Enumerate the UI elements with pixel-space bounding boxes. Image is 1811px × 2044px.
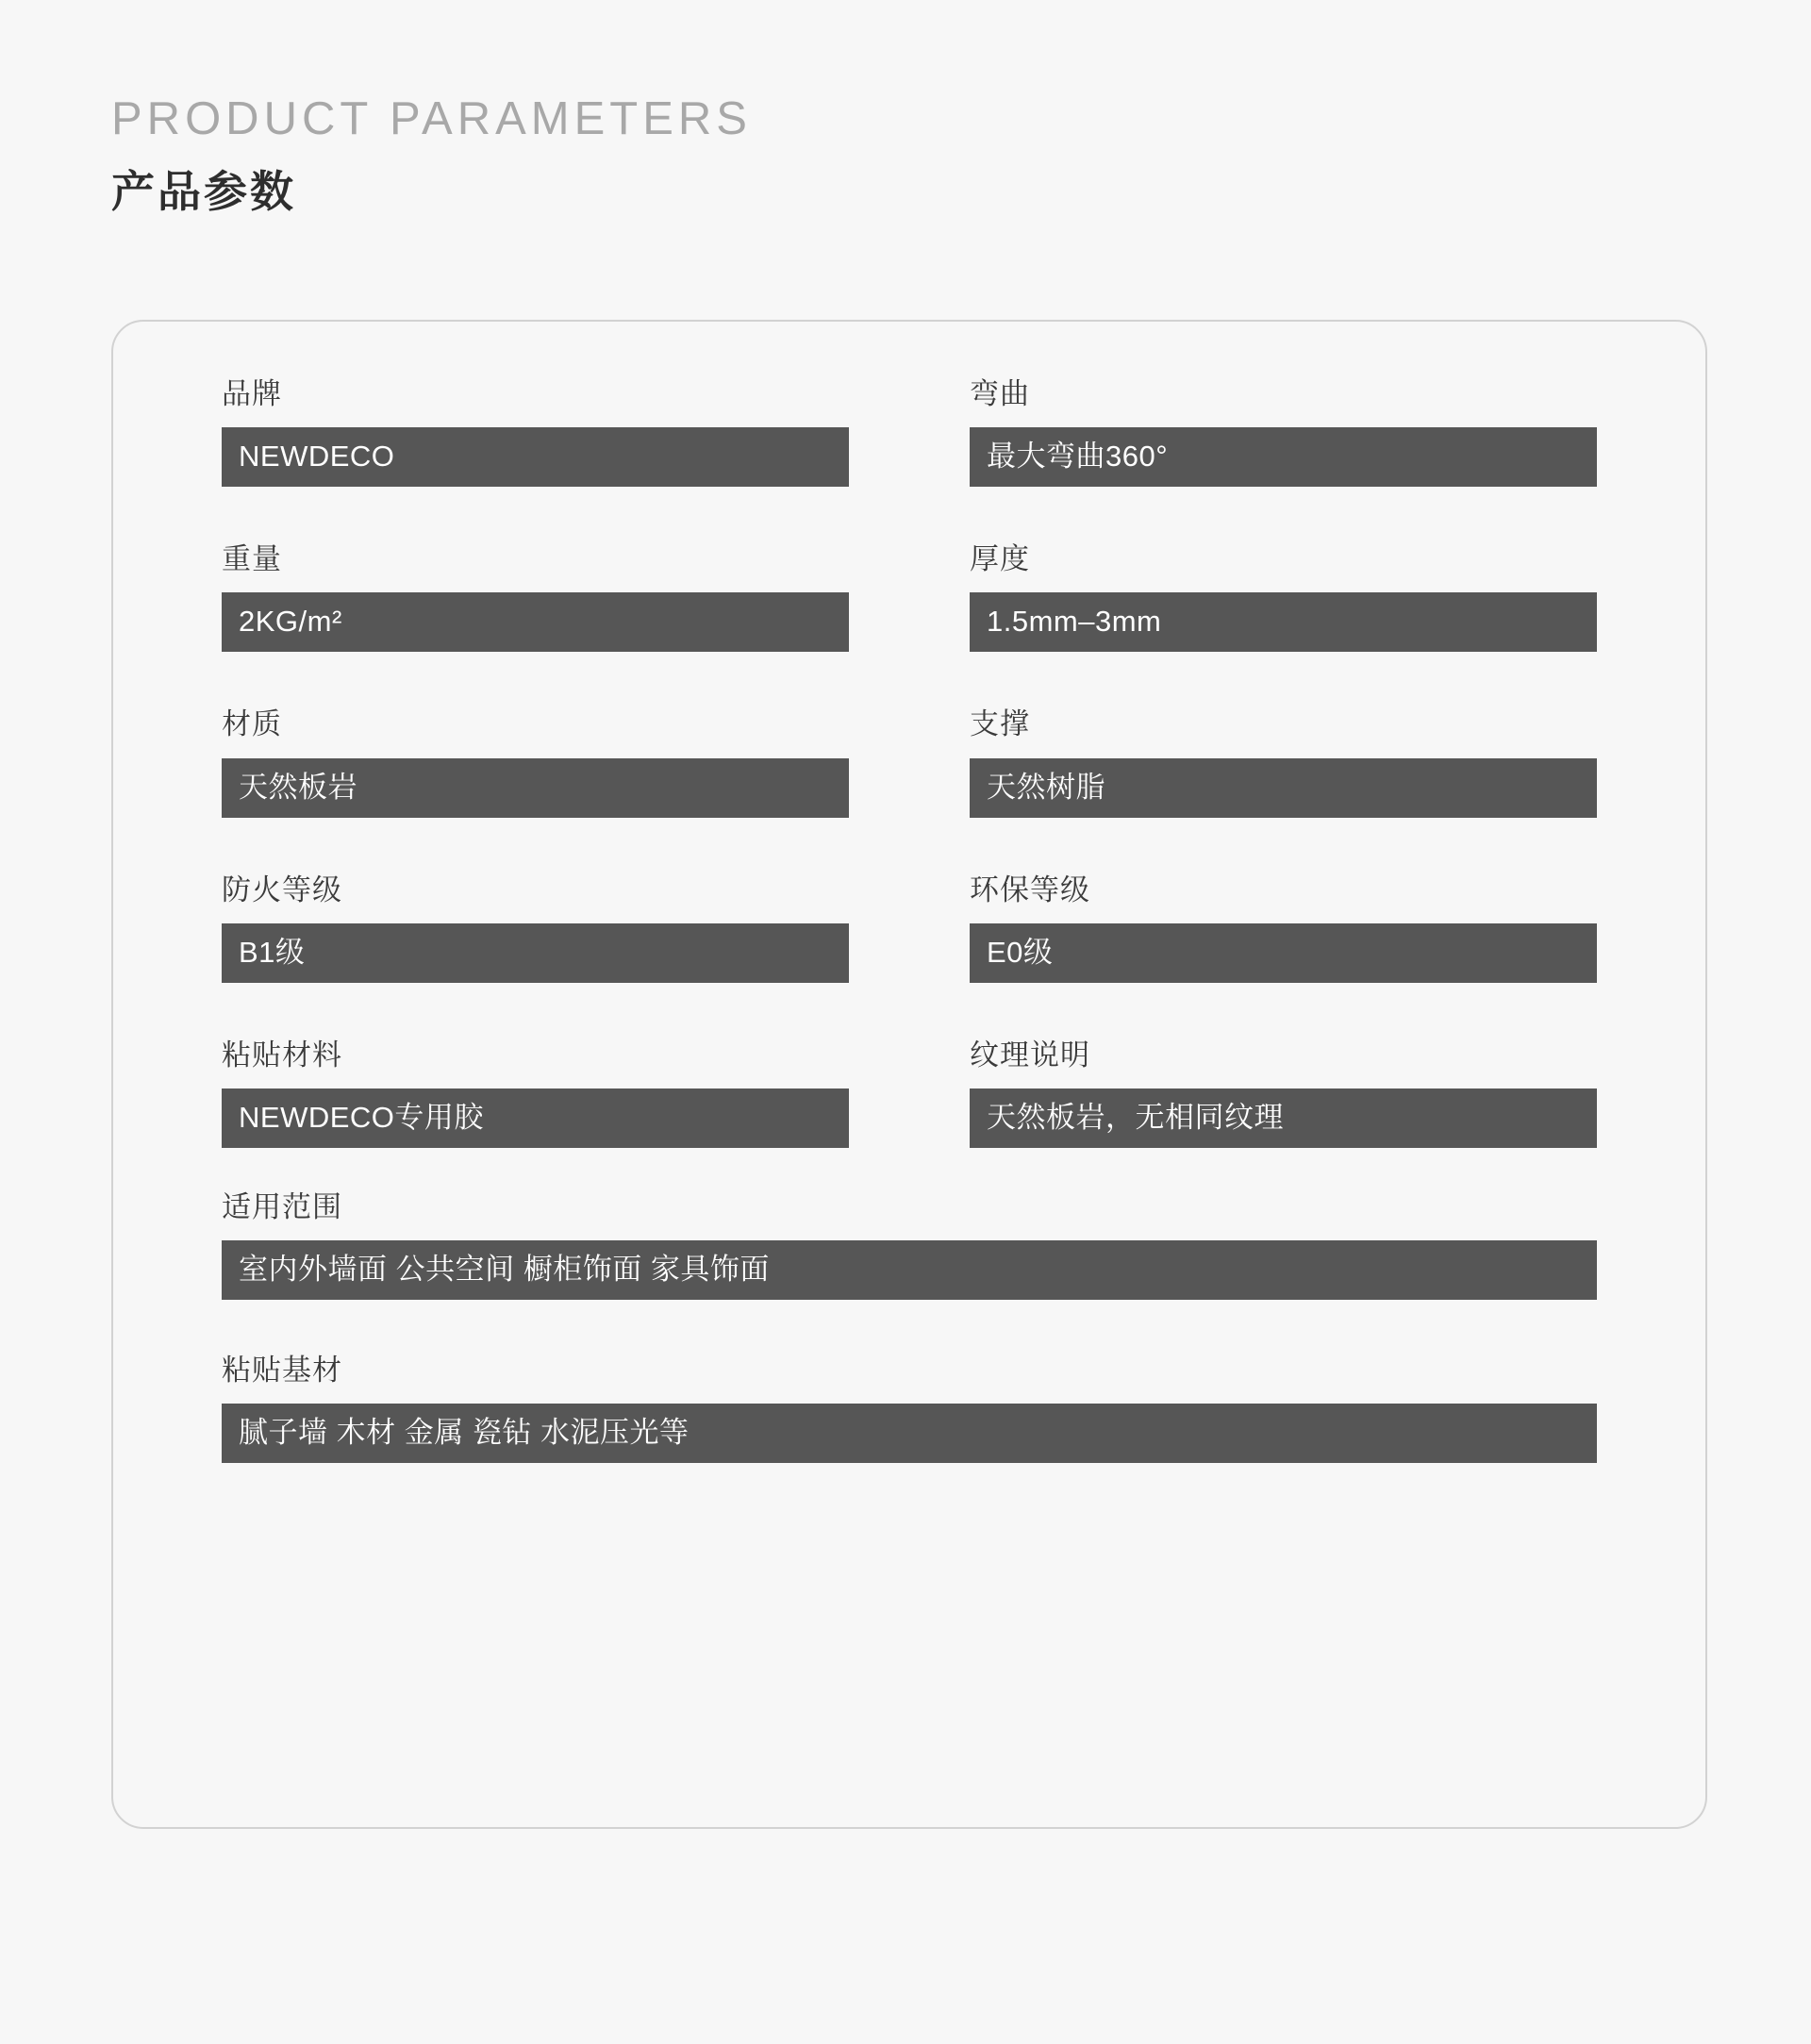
parameter-field-material [222,706,849,817]
parameter-label: 环保等级 [970,872,1090,906]
parameter-field-fire-rating [222,872,849,983]
parameter-value: 天然板岩 [222,758,849,818]
parameters-grid [170,376,1649,1189]
parameter-label: 厚度 [970,542,1030,576]
parameter-field-application-scope [222,1189,1597,1300]
parameter-field-adhesive [222,1038,849,1148]
parameter-value: NEWDECO专用胶 [222,1088,849,1148]
parameter-label: 粘贴基材 [222,1354,342,1388]
parameter-value: 室内外墙面 公共空间 橱柜饰面 家具饰面 [222,1240,1597,1300]
parameter-label: 适用范围 [222,1190,342,1224]
page-title-chinese: 产品参数 [111,166,296,216]
parameter-label: 纹理说明 [970,1038,1090,1072]
parameter-label: 支撑 [970,707,1030,741]
parameter-value: B1级 [222,923,849,983]
parameter-value: 最大弯曲360° [970,427,1597,487]
parameter-label: 品牌 [222,377,282,411]
parameter-field-weight [222,541,849,652]
parameter-label: 材质 [222,707,282,741]
parameters-wide-section [170,1189,1649,1463]
parameter-label: 防火等级 [222,872,342,906]
parameter-label: 弯曲 [970,377,1030,411]
parameter-field-support [970,706,1597,817]
parameter-field-substrate [222,1353,1597,1463]
parameter-label: 粘贴材料 [222,1038,342,1072]
parameter-value: 1.5mm–3mm [970,592,1597,652]
page-header [0,0,1811,218]
parameter-value: E0级 [970,923,1597,983]
parameter-value: 2KG/m² [222,592,849,652]
parameter-field-bending [970,376,1597,487]
parameters-card [111,320,1707,1829]
parameter-field-brand [222,376,849,487]
parameter-value: 腻子墙 木材 金属 瓷钻 水泥压光等 [222,1404,1597,1463]
parameter-value: NEWDECO [222,427,849,487]
parameter-field-thickness [970,541,1597,652]
parameter-value: 天然树脂 [970,758,1597,818]
parameter-field-texture-note [970,1038,1597,1148]
parameter-value: 天然板岩，无相同纹理 [970,1088,1597,1148]
parameter-field-environmental-rating [970,872,1597,983]
parameter-label: 重量 [222,542,282,576]
page-title-english: PRODUCT PARAMETERS [111,93,752,144]
